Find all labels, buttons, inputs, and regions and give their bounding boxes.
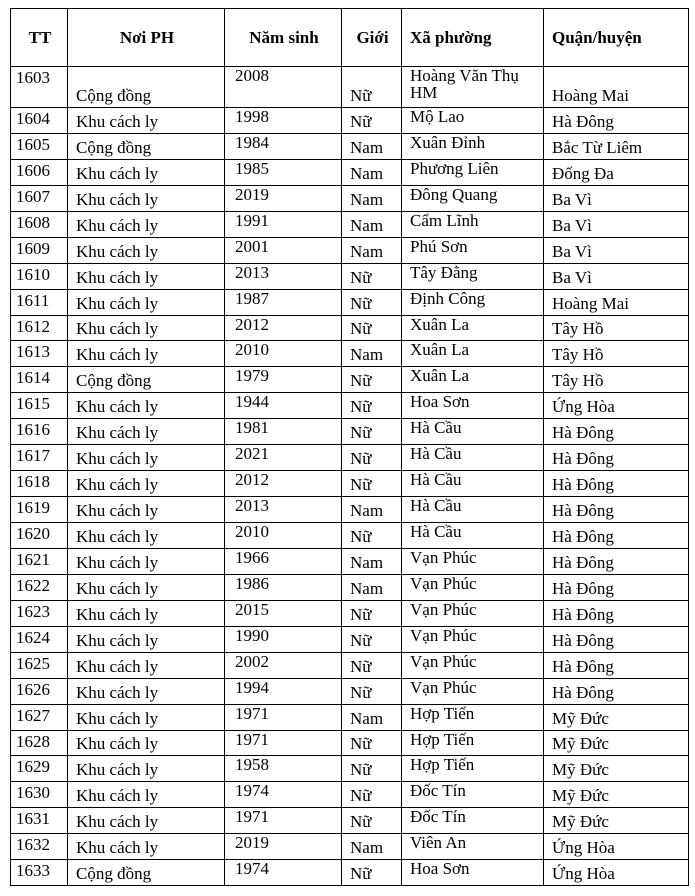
cell-nam-sinh: 2013 [225, 263, 342, 289]
cell-quan-huyen: Hà Đông [544, 626, 689, 652]
cell-quan-huyen: Hà Đông [544, 678, 689, 704]
cell-quan-huyen: Hà Đông [544, 497, 689, 523]
table-row [11, 808, 689, 834]
cell-xa-phuong: Vạn Phúc [402, 626, 544, 652]
cell-quan-huyen: Ba Vì [544, 237, 689, 263]
cell-xa-phuong: Xuân La [402, 315, 544, 341]
header-quan-huyen: Quận/huyện [544, 9, 689, 67]
table-row [11, 497, 689, 523]
cell-xa-phuong: Hợp Tiến [402, 756, 544, 782]
cell-xa-phuong: Cẩm Lĩnh [402, 211, 544, 237]
cell-xa-phuong: Phú Sơn [402, 237, 544, 263]
cell-quan-huyen: Mỹ Đức [544, 730, 689, 756]
cell-xa-phuong: Định Công [402, 289, 544, 315]
cell-quan-huyen: Hà Đông [544, 600, 689, 626]
cell-nam-sinh: 1944 [225, 393, 342, 419]
cell-nam-sinh: 1994 [225, 678, 342, 704]
cell-xa-phuong: Tây Đằng [402, 263, 544, 289]
cell-noi-ph: Khu cách ly [68, 782, 225, 808]
cell-gioi: Nữ [342, 315, 402, 341]
cell-xa-phuong: Vạn Phúc [402, 678, 544, 704]
cell-tt: 1631 [11, 808, 68, 834]
cell-nam-sinh: 1984 [225, 133, 342, 159]
cell-noi-ph: Khu cách ly [68, 523, 225, 549]
cell-xa-phuong: Đốc Tín [402, 782, 544, 808]
cell-xa-phuong: Mộ Lao [402, 108, 544, 134]
cell-nam-sinh: 1985 [225, 159, 342, 185]
cell-quan-huyen: Hà Đông [544, 652, 689, 678]
cell-xa-phuong: Hà Cầu [402, 419, 544, 445]
cell-quan-huyen: Ba Vì [544, 263, 689, 289]
cell-tt: 1623 [11, 600, 68, 626]
cell-quan-huyen: Tây Hồ [544, 315, 689, 341]
cell-gioi: Nữ [342, 756, 402, 782]
cell-xa-phuong: Đông Quang [402, 185, 544, 211]
cell-noi-ph: Khu cách ly [68, 341, 225, 367]
cell-nam-sinh: 2008 [225, 67, 342, 108]
cell-gioi: Nữ [342, 445, 402, 471]
cell-noi-ph: Khu cách ly [68, 678, 225, 704]
cell-xa-phuong: Hà Cầu [402, 523, 544, 549]
cell-nam-sinh: 2019 [225, 185, 342, 211]
cell-xa-phuong: Hợp Tiến [402, 704, 544, 730]
cell-tt: 1619 [11, 497, 68, 523]
cell-xa-phuong: Vạn Phúc [402, 548, 544, 574]
cell-noi-ph: Khu cách ly [68, 393, 225, 419]
cell-gioi: Nam [342, 237, 402, 263]
cell-xa-phuong: Hoa Sơn [402, 393, 544, 419]
cell-noi-ph: Khu cách ly [68, 626, 225, 652]
cell-quan-huyen: Ứng Hòa [544, 834, 689, 860]
cell-quan-huyen: Ba Vì [544, 211, 689, 237]
cell-nam-sinh: 2002 [225, 652, 342, 678]
table-row [11, 730, 689, 756]
cell-gioi: Nữ [342, 730, 402, 756]
table-row [11, 159, 689, 185]
cell-nam-sinh: 1966 [225, 548, 342, 574]
cell-gioi: Nam [342, 834, 402, 860]
table-row [11, 678, 689, 704]
cell-quan-huyen: Hà Đông [544, 574, 689, 600]
table-row [11, 834, 689, 860]
cell-nam-sinh: 1979 [225, 367, 342, 393]
cell-nam-sinh: 2010 [225, 341, 342, 367]
table-row [11, 419, 689, 445]
cell-noi-ph: Khu cách ly [68, 185, 225, 211]
table-row [11, 523, 689, 549]
cell-gioi: Nữ [342, 600, 402, 626]
cell-xa-phuong: Viên An [402, 834, 544, 860]
cell-noi-ph: Cộng đồng [68, 860, 225, 886]
cell-tt: 1633 [11, 860, 68, 886]
cell-quan-huyen: Hà Đông [544, 108, 689, 134]
cell-gioi: Nam [342, 497, 402, 523]
cell-gioi: Nữ [342, 678, 402, 704]
cell-noi-ph: Khu cách ly [68, 497, 225, 523]
table-row [11, 548, 689, 574]
cell-nam-sinh: 1958 [225, 756, 342, 782]
cell-noi-ph: Khu cách ly [68, 834, 225, 860]
table-row [11, 626, 689, 652]
cell-noi-ph: Khu cách ly [68, 574, 225, 600]
cell-noi-ph: Khu cách ly [68, 108, 225, 134]
cell-quan-huyen: Ba Vì [544, 185, 689, 211]
table-row [11, 704, 689, 730]
table-row [11, 133, 689, 159]
cell-xa-phuong: Phương Liên [402, 159, 544, 185]
cell-tt: 1612 [11, 315, 68, 341]
cell-xa-phuong: Vạn Phúc [402, 600, 544, 626]
cell-gioi: Nữ [342, 860, 402, 886]
cell-nam-sinh: 2013 [225, 497, 342, 523]
table-row [11, 108, 689, 134]
cell-quan-huyen: Đống Đa [544, 159, 689, 185]
cell-gioi: Nam [342, 211, 402, 237]
cell-tt: 1606 [11, 159, 68, 185]
cell-nam-sinh: 2001 [225, 237, 342, 263]
cell-gioi: Nữ [342, 108, 402, 134]
cell-tt: 1621 [11, 548, 68, 574]
cell-quan-huyen: Hà Đông [544, 548, 689, 574]
cell-gioi: Nữ [342, 419, 402, 445]
cell-xa-phuong: Xuân La [402, 341, 544, 367]
cell-nam-sinh: 1974 [225, 860, 342, 886]
table-row [11, 860, 689, 886]
cell-nam-sinh: 2012 [225, 471, 342, 497]
cell-gioi: Nữ [342, 808, 402, 834]
cell-noi-ph: Khu cách ly [68, 159, 225, 185]
cell-quan-huyen: Ứng Hòa [544, 860, 689, 886]
cell-xa-phuong: Xuân La [402, 367, 544, 393]
cell-tt: 1620 [11, 523, 68, 549]
header-row [11, 9, 689, 67]
cell-noi-ph: Khu cách ly [68, 289, 225, 315]
cell-tt: 1622 [11, 574, 68, 600]
cell-gioi: Nữ [342, 289, 402, 315]
cell-quan-huyen: Mỹ Đức [544, 756, 689, 782]
cell-tt: 1615 [11, 393, 68, 419]
cell-nam-sinh: 2012 [225, 315, 342, 341]
cell-tt: 1630 [11, 782, 68, 808]
cell-gioi: Nam [342, 133, 402, 159]
cell-noi-ph: Khu cách ly [68, 808, 225, 834]
cell-xa-phuong: Đốc Tín [402, 808, 544, 834]
header-nam-sinh: Năm sinh [225, 9, 342, 67]
cell-tt: 1629 [11, 756, 68, 782]
cell-gioi: Nữ [342, 367, 402, 393]
cell-xa-phuong: Hà Cầu [402, 445, 544, 471]
header-noi-ph: Nơi PH [68, 9, 225, 67]
cell-xa-phuong: Hà Cầu [402, 497, 544, 523]
cell-tt: 1604 [11, 108, 68, 134]
cell-gioi: Nam [342, 185, 402, 211]
cell-tt: 1605 [11, 133, 68, 159]
table-row [11, 393, 689, 419]
cell-nam-sinh: 1971 [225, 730, 342, 756]
cell-gioi: Nữ [342, 523, 402, 549]
table-row [11, 341, 689, 367]
cell-gioi: Nữ [342, 652, 402, 678]
table-row [11, 367, 689, 393]
cell-quan-huyen: Hà Đông [544, 445, 689, 471]
cell-nam-sinh: 1998 [225, 108, 342, 134]
cell-tt: 1610 [11, 263, 68, 289]
cell-quan-huyen: Hà Đông [544, 523, 689, 549]
cell-nam-sinh: 2010 [225, 523, 342, 549]
cell-noi-ph: Khu cách ly [68, 600, 225, 626]
table-row [11, 237, 689, 263]
cell-noi-ph: Khu cách ly [68, 471, 225, 497]
cell-nam-sinh: 1990 [225, 626, 342, 652]
table-row [11, 67, 689, 108]
cell-nam-sinh: 2015 [225, 600, 342, 626]
table-row [11, 445, 689, 471]
cell-tt: 1614 [11, 367, 68, 393]
table-row [11, 263, 689, 289]
cell-tt: 1618 [11, 471, 68, 497]
cell-tt: 1632 [11, 834, 68, 860]
cell-xa-phuong: Hà Cầu [402, 471, 544, 497]
cell-xa-phuong: Xuân Đỉnh [402, 133, 544, 159]
cell-quan-huyen: Mỹ Đức [544, 782, 689, 808]
cell-quan-huyen: Ứng Hòa [544, 393, 689, 419]
cell-noi-ph: Cộng đồng [68, 367, 225, 393]
cell-noi-ph: Cộng đồng [68, 133, 225, 159]
cell-tt: 1616 [11, 419, 68, 445]
cell-gioi: Nữ [342, 626, 402, 652]
cell-xa-phuong: Vạn Phúc [402, 652, 544, 678]
table-body [11, 67, 689, 886]
cell-nam-sinh: 1986 [225, 574, 342, 600]
cell-tt: 1611 [11, 289, 68, 315]
cell-gioi: Nữ [342, 67, 402, 108]
cell-noi-ph: Khu cách ly [68, 315, 225, 341]
table-row [11, 471, 689, 497]
cell-xa-phuong: Vạn Phúc [402, 574, 544, 600]
cell-nam-sinh: 2021 [225, 445, 342, 471]
cell-gioi: Nam [342, 159, 402, 185]
cell-noi-ph: Khu cách ly [68, 652, 225, 678]
cell-nam-sinh: 1971 [225, 704, 342, 730]
cell-nam-sinh: 2019 [225, 834, 342, 860]
table-row [11, 211, 689, 237]
table-row [11, 289, 689, 315]
cell-noi-ph: Khu cách ly [68, 263, 225, 289]
cell-tt: 1627 [11, 704, 68, 730]
cell-gioi: Nam [342, 704, 402, 730]
cell-quan-huyen: Tây Hồ [544, 341, 689, 367]
case-table [10, 8, 689, 886]
cell-tt: 1609 [11, 237, 68, 263]
table-row [11, 600, 689, 626]
cell-gioi: Nam [342, 341, 402, 367]
cell-quan-huyen: Mỹ Đức [544, 808, 689, 834]
cell-tt: 1607 [11, 185, 68, 211]
cell-noi-ph: Khu cách ly [68, 548, 225, 574]
cell-tt: 1628 [11, 730, 68, 756]
cell-xa-phuong: Hoa Sơn [402, 860, 544, 886]
cell-tt: 1617 [11, 445, 68, 471]
cell-quan-huyen: Hoàng Mai [544, 67, 689, 108]
cell-quan-huyen: Hà Đông [544, 419, 689, 445]
cell-gioi: Nữ [342, 471, 402, 497]
cell-tt: 1625 [11, 652, 68, 678]
cell-gioi: Nữ [342, 782, 402, 808]
cell-nam-sinh: 1974 [225, 782, 342, 808]
cell-noi-ph: Khu cách ly [68, 211, 225, 237]
header-tt: TT [11, 9, 68, 67]
cell-tt: 1613 [11, 341, 68, 367]
cell-gioi: Nữ [342, 393, 402, 419]
cell-tt: 1624 [11, 626, 68, 652]
cell-gioi: Nam [342, 548, 402, 574]
cell-noi-ph: Khu cách ly [68, 730, 225, 756]
header-xa-phuong: Xã phường [402, 9, 544, 67]
cell-noi-ph: Khu cách ly [68, 237, 225, 263]
cell-tt: 1608 [11, 211, 68, 237]
cell-xa-phuong: Hợp Tiến [402, 730, 544, 756]
table-row [11, 756, 689, 782]
cell-tt: 1626 [11, 678, 68, 704]
header-gioi: Giới [342, 9, 402, 67]
cell-nam-sinh: 1991 [225, 211, 342, 237]
cell-quan-huyen: Hoàng Mai [544, 289, 689, 315]
cell-xa-phuong: Hoàng Văn Thụ HM [402, 67, 544, 108]
cell-nam-sinh: 1981 [225, 419, 342, 445]
cell-quan-huyen: Bắc Từ Liêm [544, 133, 689, 159]
cell-quan-huyen: Hà Đông [544, 471, 689, 497]
table-row [11, 315, 689, 341]
cell-noi-ph: Khu cách ly [68, 704, 225, 730]
cell-noi-ph: Cộng đồng [68, 67, 225, 108]
cell-noi-ph: Khu cách ly [68, 756, 225, 782]
cell-gioi: Nam [342, 574, 402, 600]
table-row [11, 574, 689, 600]
cell-quan-huyen: Mỹ Đức [544, 704, 689, 730]
cell-noi-ph: Khu cách ly [68, 419, 225, 445]
cell-noi-ph: Khu cách ly [68, 445, 225, 471]
table-row [11, 185, 689, 211]
cell-nam-sinh: 1971 [225, 808, 342, 834]
cell-nam-sinh: 1987 [225, 289, 342, 315]
table-row [11, 652, 689, 678]
cell-tt: 1603 [11, 67, 68, 108]
table-row [11, 782, 689, 808]
cell-gioi: Nữ [342, 263, 402, 289]
cell-quan-huyen: Tây Hồ [544, 367, 689, 393]
